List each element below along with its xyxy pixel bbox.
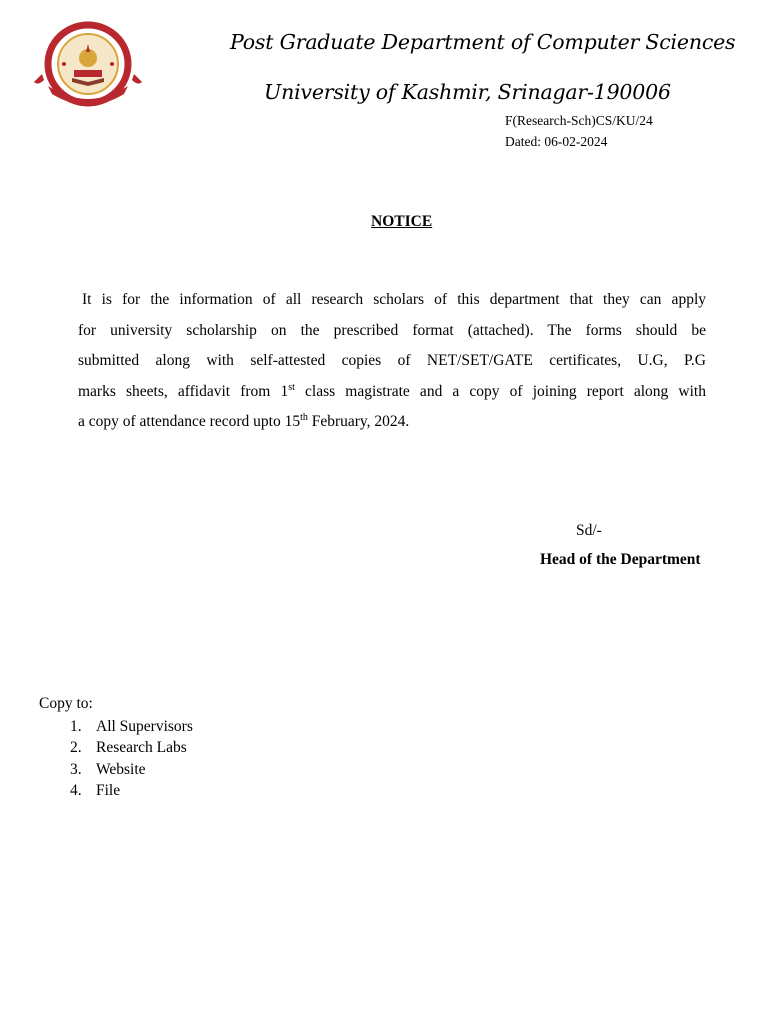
signatory-designation: Head of the Department [540, 551, 701, 568]
list-item: 4. File [70, 781, 121, 799]
copy-to-label: Copy to: [39, 695, 93, 712]
notice-body [78, 285, 706, 438]
department-name: Post Graduate Department of Computer Sciences [230, 30, 736, 54]
notice-date: Dated: 06-02-2024 [505, 134, 608, 149]
list-item: 2. Research Labs [70, 739, 187, 757]
university-seal-logo [34, 20, 142, 108]
copy-to-list [70, 716, 193, 801]
reference-number: F(Research-Sch)CS/KU/24 [505, 113, 653, 128]
notice-line-5 [78, 407, 706, 438]
notice-line-4-post: class magistrate and a copy of joining report along with [294, 382, 706, 400]
list-item: 1. All Supervisors [70, 718, 193, 735]
notice-line-5-post: February, 2024. [307, 413, 410, 430]
notice-line-2: for university scholarship on the prescribed format (attached). The forms should be [78, 321, 706, 339]
signature-mark: Sd/- [576, 522, 602, 539]
ordinal-suffix-st: st [288, 381, 295, 393]
notice-line-4 [78, 377, 706, 408]
list-item: 3. Website [70, 760, 146, 778]
notice-line-1: It is for the information of all research scholars of this department that they can apply [82, 291, 706, 308]
notice-line-4-pre: marks sheets, affidavit from 1 [78, 382, 289, 400]
ordinal-suffix-th: th [300, 411, 308, 423]
notice-line-3: submitted along with self-attested copies of NET/SET/GATE certificates, U.G, P.G [78, 352, 706, 369]
notice-title: NOTICE [371, 213, 433, 230]
notice-line-5-pre: a copy of attendance record upto 15 [78, 413, 301, 430]
university-name: University of Kashmir, Srinagar-190006 [264, 80, 671, 104]
